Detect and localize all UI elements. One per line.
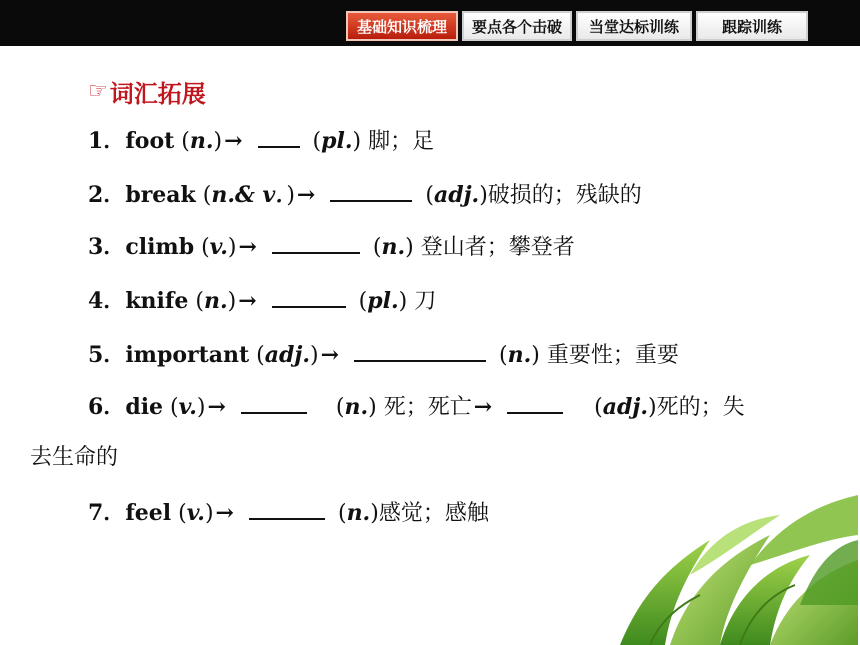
answer-blank-2[interactable] (507, 394, 563, 414)
arrow-icon: → (224, 128, 243, 154)
item-word: die (125, 394, 164, 420)
item-pos: adj. (264, 342, 311, 368)
item-pos: n.& v． (211, 182, 287, 208)
vocab-item-2: 2．break (n.& v．)→ (adj.)破损的；残缺的 (88, 182, 642, 208)
vocab-item-5: 5．important (adj.)→ (n.) 重要性；重要 (88, 342, 679, 368)
item-meaning: 重要性；重要 (546, 343, 679, 368)
answer-blank[interactable] (249, 500, 325, 520)
item-word: feel (125, 500, 172, 526)
top-nav-bar (0, 0, 860, 46)
item-meaning: 刀 (414, 289, 437, 314)
blank-pos: n. (344, 394, 369, 420)
blank-pos-2: adj. (602, 394, 649, 420)
blank-pos: n. (381, 234, 406, 260)
decorative-plant-image (560, 445, 860, 645)
item-pos: n. (203, 288, 228, 314)
arrow-icon: → (296, 182, 316, 208)
vocab-item-6: 6．die (v.)→ (n.) 死；死亡→ (adj.)死的；失 (88, 394, 745, 420)
blank-pos: pl. (321, 128, 353, 154)
tab-follow-up-practice[interactable]: 跟踪训练 (696, 11, 808, 41)
item-number: 1． (88, 128, 126, 154)
item-word: foot (125, 128, 175, 154)
vocab-item-3: 3．climb (v.)→ (n.) 登山者；攀登者 (88, 234, 575, 260)
tab-basic-knowledge[interactable]: 基础知识梳理 (346, 11, 458, 41)
item-pos: v. (178, 394, 197, 420)
blank-pos: n. (507, 342, 532, 368)
item-6-continuation: 去生命的 (30, 445, 119, 470)
item-word: knife (125, 288, 189, 314)
item-number: 6． (88, 394, 126, 420)
section-heading (88, 74, 206, 109)
tab-key-points[interactable]: 要点各个击破 (462, 11, 572, 41)
item-pos: n. (189, 128, 214, 154)
item-meaning: 破损的；残缺的 (487, 183, 642, 208)
arrow-icon: → (473, 394, 493, 420)
arrow-icon: → (207, 394, 226, 420)
item-meaning: 登山者；攀登者 (420, 235, 575, 260)
pointing-hand-icon: ☞ (88, 79, 108, 104)
item-word: climb (125, 234, 195, 260)
arrow-icon: → (215, 500, 234, 526)
arrow-icon: → (238, 234, 257, 260)
answer-blank[interactable] (272, 288, 346, 308)
answer-blank[interactable] (241, 394, 307, 414)
vocab-item-1: 1．foot (n.)→ (pl.) 脚；足 (88, 128, 435, 154)
item-meaning: 感觉；感触 (378, 501, 489, 526)
item-pos: v. (209, 234, 228, 260)
vocab-item-7: 7．feel (v.)→ (n.)感觉；感触 (88, 500, 489, 526)
section-title: 词汇拓展 (109, 80, 206, 108)
blank-pos: n. (346, 500, 371, 526)
arrow-icon: → (238, 288, 257, 314)
item-pos: v. (186, 500, 205, 526)
item-number: 2． (88, 182, 126, 208)
answer-blank[interactable] (354, 342, 486, 362)
tab-in-class-practice[interactable]: 当堂达标训练 (576, 11, 692, 41)
item-number: 4． (88, 288, 126, 314)
answer-blank[interactable] (330, 182, 412, 202)
item-number: 3． (88, 234, 126, 260)
item-word: important (125, 342, 250, 368)
item-word: break (125, 182, 196, 208)
answer-blank[interactable] (258, 128, 300, 148)
arrow-icon: → (320, 342, 340, 368)
item-meaning-2: 死的；失 (656, 395, 745, 420)
item-number: 5． (88, 342, 126, 368)
nav-tabs (346, 11, 808, 41)
blank-pos: adj. (433, 182, 480, 208)
item-meaning: 死；死亡 (383, 395, 472, 420)
vocab-item-4: 4．knife (n.)→ (pl.) 刀 (88, 288, 437, 314)
item-number: 7． (88, 500, 126, 526)
blank-pos: pl. (367, 288, 399, 314)
answer-blank[interactable] (272, 234, 360, 254)
item-meaning: 脚；足 (368, 129, 435, 154)
